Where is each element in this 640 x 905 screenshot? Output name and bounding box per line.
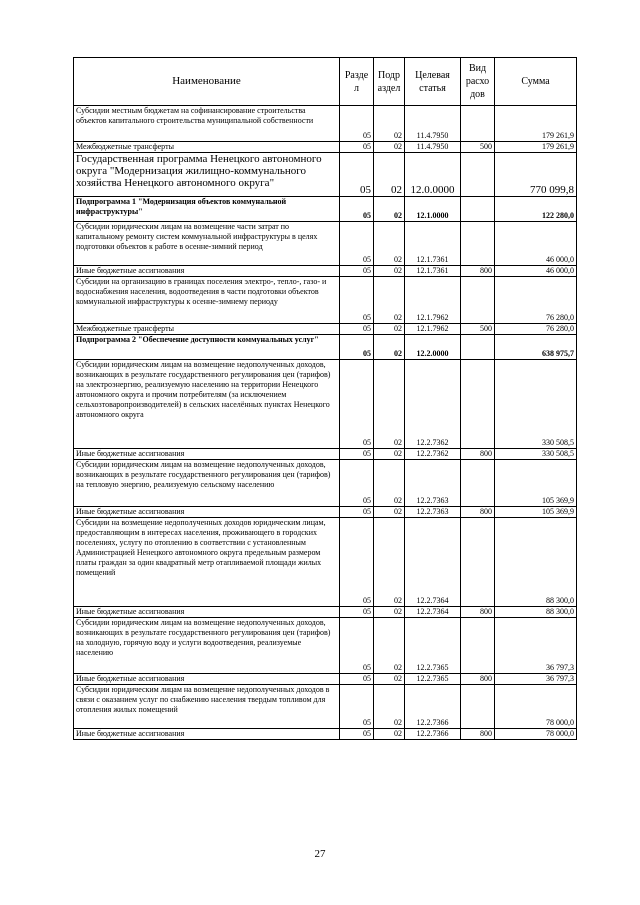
row-expense-type: 800: [461, 674, 495, 685]
row-section: 05: [340, 335, 374, 360]
row-section: 05: [340, 360, 374, 449]
row-expense-type: [461, 518, 495, 607]
row-subsection: 02: [374, 460, 405, 507]
row-sum: 122 280,0: [495, 197, 577, 222]
table-row: [74, 324, 577, 335]
row-name: Субсидии на возмещение недополученных доходов юридическим лицам, предоставляющим в интересах населения, проживающего в городских поселениях, услугу по отоплению в соответствии с установленным Администрацией Ненецкого автономного округа предельным размером платы граждан за один квадратный метр отапливаемой площади жилых помещений: [74, 518, 340, 607]
row-expense-type: 800: [461, 449, 495, 460]
row-sum: 78 000,0: [495, 729, 577, 740]
row-sum: 105 369,9: [495, 507, 577, 518]
row-expense-type: 800: [461, 507, 495, 518]
row-expense-type: [461, 618, 495, 674]
row-target-article: 12.1.7962: [405, 277, 461, 324]
row-section: 05: [340, 685, 374, 729]
row-target-article: 12.2.7363: [405, 460, 461, 507]
row-name: Государственная программа Ненецкого автономного округа "Модернизация жилищно-коммунального хозяйства Ненецкого автономного округа": [74, 153, 340, 197]
row-section: 05: [340, 266, 374, 277]
row-subsection: 02: [374, 142, 405, 153]
row-target-article: 12.2.0000: [405, 335, 461, 360]
row-name: Межбюджетные трансферты: [74, 142, 340, 153]
row-sum: 330 508,5: [495, 360, 577, 449]
row-expense-type: [461, 106, 495, 142]
header-sum: Сумма: [495, 58, 577, 106]
table-row: [74, 618, 577, 674]
row-name: Субсидии юридическим лицам на возмещение недополученных доходов, возникающих в результате государственного регулирования цен (тарифов) на тепловую энергию, реализуемую сельскому населению: [74, 460, 340, 507]
row-name: Субсидии юридическим лицам на возмещение части затрат по капитальному ремонту систем коммунальной инфраструктуры в целях подготовки объектов к работе в осенне-зимний период: [74, 222, 340, 266]
row-name: Иные бюджетные ассигнования: [74, 507, 340, 518]
row-subsection: 02: [374, 197, 405, 222]
header-name: Наименование: [74, 58, 340, 106]
row-expense-type: [461, 153, 495, 197]
row-section: 05: [340, 729, 374, 740]
table-row: [74, 142, 577, 153]
row-sum: 330 508,5: [495, 449, 577, 460]
row-subsection: 02: [374, 277, 405, 324]
header-expense-type: Вид расхо дов: [461, 58, 495, 106]
row-expense-type: [461, 360, 495, 449]
table-header-row: [74, 58, 577, 106]
page-number: 27: [314, 848, 326, 860]
row-name: Субсидии местным бюджетам на софинансирование строительства объектов капитального строительства муниципальной собственности: [74, 106, 340, 142]
row-sum: 105 369,9: [495, 460, 577, 507]
row-target-article: 12.2.7363: [405, 507, 461, 518]
row-subsection: 02: [374, 674, 405, 685]
row-sum: 46 000,0: [495, 222, 577, 266]
row-name: Иные бюджетные ассигнования: [74, 607, 340, 618]
row-name: Подпрограмма 2 "Обеспечение доступности коммунальных услуг": [74, 335, 340, 360]
row-section: 05: [340, 618, 374, 674]
row-section: 05: [340, 324, 374, 335]
row-target-article: 11.4.7950: [405, 142, 461, 153]
row-target-article: 12.0.0000: [405, 153, 461, 197]
row-subsection: 02: [374, 618, 405, 674]
row-subsection: 02: [374, 685, 405, 729]
row-sum: 179 261,9: [495, 106, 577, 142]
row-section: 05: [340, 222, 374, 266]
row-expense-type: 500: [461, 324, 495, 335]
row-name: Межбюджетные трансферты: [74, 324, 340, 335]
row-subsection: 02: [374, 106, 405, 142]
row-target-article: 12.2.7362: [405, 449, 461, 460]
row-target-article: 12.2.7365: [405, 618, 461, 674]
row-sum: 179 261,9: [495, 142, 577, 153]
row-subsection: 02: [374, 518, 405, 607]
row-target-article: 12.1.7962: [405, 324, 461, 335]
row-subsection: 02: [374, 222, 405, 266]
table-row: [74, 360, 577, 449]
table-row: [74, 277, 577, 324]
row-target-article: 12.2.7364: [405, 518, 461, 607]
header-subsection: Подр аздел: [374, 58, 405, 106]
table-row: [74, 674, 577, 685]
row-target-article: 12.1.7361: [405, 222, 461, 266]
row-expense-type: 800: [461, 266, 495, 277]
table-row: [74, 106, 577, 142]
table-row: [74, 729, 577, 740]
row-target-article: 12.1.0000: [405, 197, 461, 222]
row-name: Субсидии на организацию в границах поселения электро-, тепло-, газо- и водоснабжения населения, водоотведения в части подготовки объектов коммунальной инфраструктуры к осенне-зимнему периоду: [74, 277, 340, 324]
row-name: Подпрограмма 1 "Модернизация объектов коммунальной инфраструктуры": [74, 197, 340, 222]
table-row: [74, 449, 577, 460]
row-name: Субсидии юридическим лицам на возмещение недополученных доходов в связи с оказанием услуг по снабжению населения твердым топливом для отопления жилых помещений: [74, 685, 340, 729]
table-row: [74, 685, 577, 729]
row-name: Иные бюджетные ассигнования: [74, 674, 340, 685]
row-section: 05: [340, 142, 374, 153]
row-section: 05: [340, 507, 374, 518]
row-sum: 770 099,8: [495, 153, 577, 197]
row-section: 05: [340, 460, 374, 507]
row-subsection: 02: [374, 507, 405, 518]
row-subsection: 02: [374, 153, 405, 197]
row-name: Иные бюджетные ассигнования: [74, 729, 340, 740]
row-sum: 88 300,0: [495, 607, 577, 618]
row-expense-type: [461, 222, 495, 266]
table-row: [74, 153, 577, 197]
table-row: [74, 197, 577, 222]
row-subsection: 02: [374, 335, 405, 360]
row-expense-type: [461, 277, 495, 324]
row-name: Иные бюджетные ассигнования: [74, 449, 340, 460]
row-section: 05: [340, 106, 374, 142]
row-target-article: 12.2.7364: [405, 607, 461, 618]
row-target-article: 12.1.7361: [405, 266, 461, 277]
row-expense-type: 800: [461, 729, 495, 740]
table-row: [74, 460, 577, 507]
row-expense-type: [461, 460, 495, 507]
row-expense-type: [461, 335, 495, 360]
table-row: [74, 335, 577, 360]
header-section: Разде л: [340, 58, 374, 106]
row-sum: 76 280,0: [495, 277, 577, 324]
table-row: [74, 607, 577, 618]
row-sum: 36 797,3: [495, 674, 577, 685]
row-name: Субсидии юридическим лицам на возмещение недополученных доходов, возникающих в результате государственного регулирования цен (тарифов) на электроэнергию, реализуемую населению на территории Ненецкого автономного округа и прочим потребителям (за исключением сельхозтоваропроизводителей) в сельских населённых пунктах Ненецкого автономного округа: [74, 360, 340, 449]
row-subsection: 02: [374, 729, 405, 740]
row-target-article: 11.4.7950: [405, 106, 461, 142]
row-sum: 78 000,0: [495, 685, 577, 729]
row-sum: 88 300,0: [495, 518, 577, 607]
row-section: 05: [340, 197, 374, 222]
row-expense-type: [461, 685, 495, 729]
row-expense-type: [461, 197, 495, 222]
row-section: 05: [340, 449, 374, 460]
table-row: [74, 507, 577, 518]
row-expense-type: 800: [461, 607, 495, 618]
row-subsection: 02: [374, 449, 405, 460]
table-row: [74, 266, 577, 277]
table-row: [74, 518, 577, 607]
row-target-article: 12.2.7365: [405, 674, 461, 685]
row-sum: 638 975,7: [495, 335, 577, 360]
table-body: [74, 106, 577, 740]
row-subsection: 02: [374, 360, 405, 449]
row-target-article: 12.2.7362: [405, 360, 461, 449]
row-section: 05: [340, 153, 374, 197]
row-target-article: 12.2.7366: [405, 729, 461, 740]
row-subsection: 02: [374, 266, 405, 277]
row-subsection: 02: [374, 324, 405, 335]
row-name: Иные бюджетные ассигнования: [74, 266, 340, 277]
header-target-article: Целевая статья: [405, 58, 461, 106]
row-target-article: 12.2.7366: [405, 685, 461, 729]
row-section: 05: [340, 277, 374, 324]
row-sum: 46 000,0: [495, 266, 577, 277]
row-name: Субсидии юридическим лицам на возмещение недополученных доходов, возникающих в результате государственного регулирования цен (тарифов) на холодную, горячую воду и услуги водоотведения, реализуемые населению: [74, 618, 340, 674]
row-sum: 76 280,0: [495, 324, 577, 335]
budget-table: [73, 57, 577, 740]
row-subsection: 02: [374, 607, 405, 618]
table-row: [74, 222, 577, 266]
row-sum: 36 797,3: [495, 618, 577, 674]
row-section: 05: [340, 607, 374, 618]
row-expense-type: 500: [461, 142, 495, 153]
row-section: 05: [340, 518, 374, 607]
row-section: 05: [340, 674, 374, 685]
